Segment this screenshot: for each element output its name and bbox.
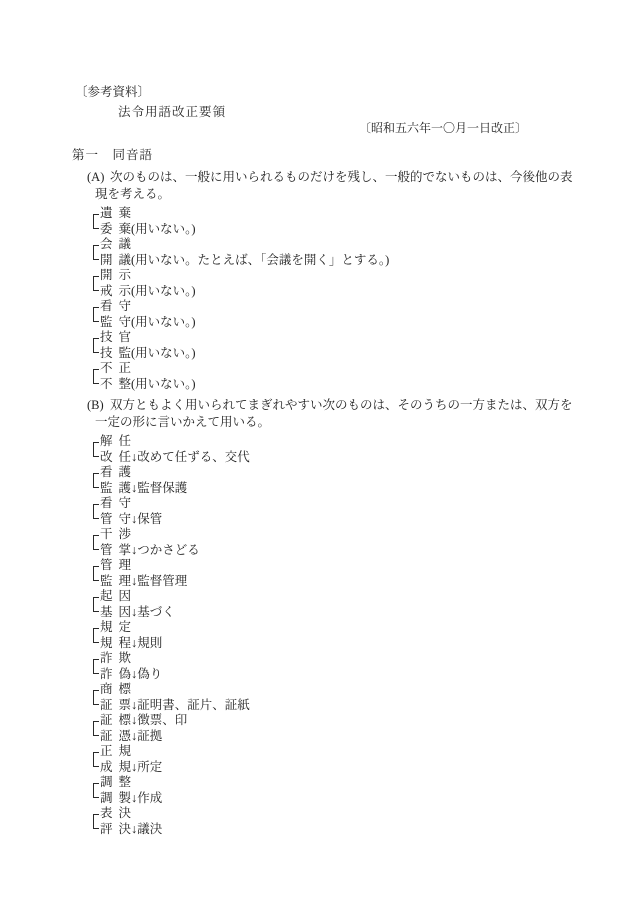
term-second-char: 偽↓偽り — [118, 666, 163, 681]
term-second-char: 示 — [118, 268, 132, 282]
pair-line-bottom — [100, 822, 630, 838]
term-first-char: 証 — [100, 697, 113, 712]
term-pair-list — [100, 206, 630, 392]
term-first-char: 正 — [100, 744, 113, 758]
term-pair-list — [100, 434, 630, 837]
term-first-char: 詐 — [100, 666, 113, 681]
term-pair — [100, 713, 630, 744]
pair-line-top — [100, 465, 630, 481]
pair-line-bottom — [100, 450, 630, 466]
term-pair — [100, 361, 630, 392]
pair-line-bottom — [100, 284, 630, 300]
term-first-char: 不 — [100, 361, 113, 375]
term-first-char: 解 — [100, 434, 113, 448]
pair-line-bottom — [100, 605, 630, 621]
term-second-char: 規↓所定 — [118, 759, 163, 774]
term-second-char: 整(用いない。) — [118, 376, 196, 391]
pair-line-top — [100, 361, 630, 377]
term-first-char: 調 — [100, 775, 113, 789]
term-first-char: 遺 — [100, 206, 113, 220]
pair-line-bottom — [100, 512, 630, 528]
pair-line-bottom — [100, 481, 630, 497]
pair-bracket-icon — [93, 276, 99, 292]
section-a — [0, 169, 630, 392]
pair-line-top — [100, 713, 630, 729]
term-pair — [100, 620, 630, 651]
term-second-char: 守 — [118, 496, 132, 510]
term-pair — [100, 651, 630, 682]
sections-container — [0, 169, 630, 837]
term-pair — [100, 237, 630, 268]
term-first-char: 詐 — [100, 651, 113, 665]
term-second-char: 憑↓証拠 — [118, 728, 163, 743]
section-intro — [87, 397, 630, 414]
term-pair — [100, 806, 630, 837]
term-second-char: 護 — [118, 465, 132, 479]
document-title: 法令用語改正要領 — [118, 105, 227, 119]
term-second-char: 守 — [118, 299, 132, 313]
pair-bracket-icon — [93, 659, 99, 675]
pair-line-bottom — [100, 377, 630, 393]
pair-line-top — [100, 237, 630, 253]
term-second-char: 守↓保管 — [118, 511, 163, 526]
term-first-char: 監 — [100, 314, 113, 329]
term-second-char: 掌↓つかさどる — [118, 542, 200, 557]
term-second-char: 監(用いない。) — [118, 345, 196, 360]
term-second-char: 製↓作成 — [118, 790, 163, 805]
pair-bracket-icon — [93, 307, 99, 323]
pair-line-bottom — [100, 791, 630, 807]
pair-bracket-icon — [93, 504, 99, 520]
section-label: (A) — [87, 170, 105, 184]
term-second-char: 正 — [118, 361, 132, 375]
term-first-char: 開 — [100, 268, 113, 282]
term-first-char: 管 — [100, 542, 113, 557]
pair-line-top — [100, 589, 630, 605]
pair-line-top — [100, 620, 630, 636]
pair-line-top — [100, 206, 630, 222]
term-first-char: 商 — [100, 682, 113, 696]
pair-bracket-icon — [93, 690, 99, 706]
term-first-char: 技 — [100, 345, 113, 360]
pair-bracket-icon — [93, 814, 99, 830]
pair-line-bottom — [100, 729, 630, 745]
term-second-char: 棄(用いない。) — [118, 221, 196, 236]
term-second-char: 任↓改めて任ずる、交代 — [118, 449, 250, 464]
pair-bracket-icon — [93, 566, 99, 582]
term-second-char: 理↓監督管理 — [118, 573, 188, 588]
term-second-char: 任 — [118, 434, 132, 448]
pair-bracket-icon — [93, 628, 99, 644]
term-second-char: 定 — [118, 620, 132, 634]
pair-bracket-icon — [93, 245, 99, 261]
term-first-char: 干 — [100, 527, 113, 541]
term-second-char: 理 — [118, 558, 132, 572]
term-first-char: 看 — [100, 299, 113, 313]
term-first-char: 改 — [100, 449, 113, 464]
term-second-char: 棄 — [118, 206, 132, 220]
term-second-char: 議 — [118, 237, 132, 251]
pair-line-bottom — [100, 346, 630, 362]
pair-bracket-icon — [93, 535, 99, 551]
section-intro — [87, 169, 630, 186]
section-label: (B) — [87, 398, 104, 412]
term-second-char: 標↓徴票、印 — [118, 713, 188, 727]
section-b — [0, 397, 630, 837]
term-first-char: 看 — [100, 465, 113, 479]
term-second-char: 決↓議決 — [118, 821, 163, 836]
term-second-char: 護↓監督保護 — [118, 480, 188, 495]
reference-material-tag: 〔参考資料〕 — [75, 85, 151, 99]
term-pair — [100, 299, 630, 330]
pair-line-top — [100, 558, 630, 574]
term-first-char: 証 — [100, 713, 113, 727]
pair-line-top — [100, 527, 630, 543]
term-second-char: 因 — [118, 589, 132, 603]
term-second-char: 渉 — [118, 527, 132, 541]
term-second-char: 決 — [118, 806, 132, 820]
pair-line-bottom — [100, 315, 630, 331]
section-intro-line-2: 一定の形に言いかえて用いる。 — [95, 415, 271, 429]
term-second-char: 官 — [118, 330, 132, 344]
term-second-char: 票↓証明書、証片、証紙 — [118, 697, 250, 712]
pair-line-top — [100, 496, 630, 512]
pair-line-bottom — [100, 222, 630, 238]
revision-date: 〔昭和五六年一〇月一日改正〕 — [358, 121, 527, 135]
pair-line-top — [100, 330, 630, 346]
term-first-char: 管 — [100, 558, 113, 572]
term-pair — [100, 465, 630, 496]
pair-bracket-icon — [93, 338, 99, 354]
term-first-char: 開 — [100, 252, 113, 267]
term-second-char: 因↓基づく — [118, 604, 175, 619]
term-first-char: 表 — [100, 806, 113, 820]
term-second-char: 議(用いない。たとえば、「会議を開く」とする。) — [118, 252, 390, 267]
pair-line-top — [100, 806, 630, 822]
term-pair — [100, 268, 630, 299]
term-pair — [100, 744, 630, 775]
term-first-char: 委 — [100, 221, 113, 236]
pair-bracket-icon — [93, 597, 99, 613]
pair-bracket-icon — [93, 721, 99, 737]
term-first-char: 看 — [100, 496, 113, 510]
term-first-char: 戒 — [100, 283, 113, 298]
term-pair — [100, 682, 630, 713]
term-pair — [100, 775, 630, 806]
pair-bracket-icon — [93, 752, 99, 768]
term-second-char: 守(用いない。) — [118, 314, 196, 329]
pair-line-bottom — [100, 698, 630, 714]
term-first-char: 基 — [100, 604, 113, 619]
pair-bracket-icon — [93, 214, 99, 230]
term-first-char: 証 — [100, 728, 113, 743]
term-first-char: 規 — [100, 635, 113, 650]
term-pair — [100, 434, 630, 465]
term-second-char: 示(用いない。) — [118, 283, 196, 298]
term-pair — [100, 527, 630, 558]
pair-line-top — [100, 682, 630, 698]
term-first-char: 成 — [100, 759, 113, 774]
term-first-char: 監 — [100, 480, 113, 495]
term-first-char: 技 — [100, 330, 113, 344]
pair-line-bottom — [100, 253, 630, 269]
section-intro-line-1: 次のものは、一般に用いられるものだけを残し、一般的でないものは、今後他の表 — [110, 170, 573, 184]
pair-line-top — [100, 434, 630, 450]
pair-line-top — [100, 651, 630, 667]
term-first-char: 管 — [100, 511, 113, 526]
pair-line-bottom — [100, 636, 630, 652]
pair-line-bottom — [100, 760, 630, 776]
term-second-char: 規 — [118, 744, 132, 758]
term-first-char: 規 — [100, 620, 113, 634]
term-first-char: 監 — [100, 573, 113, 588]
pair-line-top — [100, 299, 630, 315]
term-pair — [100, 558, 630, 589]
pair-bracket-icon — [93, 442, 99, 458]
term-pair — [100, 330, 630, 361]
term-pair — [100, 496, 630, 527]
pair-line-bottom — [100, 667, 630, 683]
term-first-char: 会 — [100, 237, 113, 251]
term-pair — [100, 206, 630, 237]
term-second-char: 整 — [118, 775, 132, 789]
chapter-heading: 第一 同音語 — [72, 148, 154, 162]
term-first-char: 評 — [100, 821, 113, 836]
pair-line-top — [100, 268, 630, 284]
term-second-char: 程↓規則 — [118, 635, 163, 650]
pair-line-top — [100, 744, 630, 760]
pair-bracket-icon — [93, 473, 99, 489]
pair-line-bottom — [100, 574, 630, 590]
term-first-char: 不 — [100, 376, 113, 391]
pair-line-top — [100, 775, 630, 791]
term-second-char: 欺 — [118, 651, 132, 665]
term-second-char: 標 — [118, 682, 132, 696]
pair-line-bottom — [100, 543, 630, 559]
term-pair — [100, 589, 630, 620]
section-intro-line-2: 現を考える。 — [95, 187, 171, 201]
term-first-char: 調 — [100, 790, 113, 805]
pair-bracket-icon — [93, 369, 99, 385]
section-intro-line-1: 双方ともよく用いられてまぎれやすい次のものは、そのうちの一方または、双方を — [110, 398, 573, 412]
term-first-char: 起 — [100, 589, 113, 603]
pair-bracket-icon — [93, 783, 99, 799]
